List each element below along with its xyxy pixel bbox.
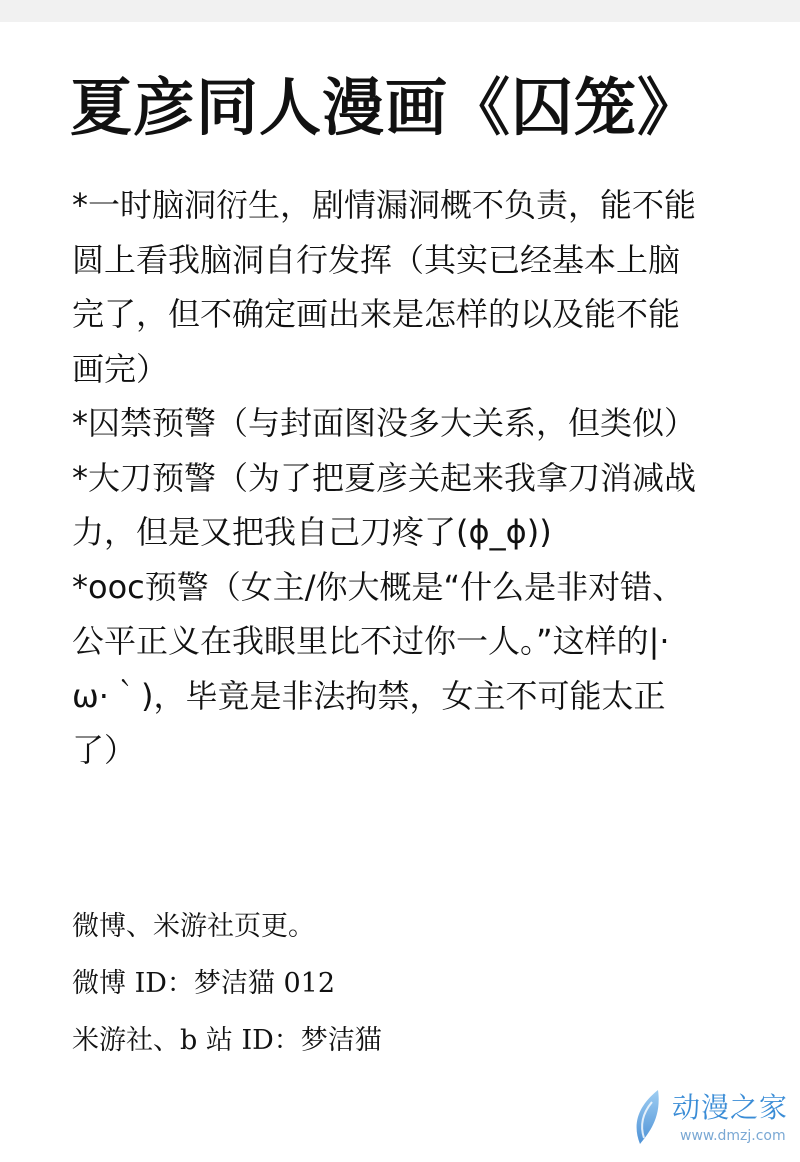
note-line: *大刀预警（为了把夏彦关起来我拿刀消减战 — [72, 458, 697, 497]
watermark — [628, 1084, 788, 1154]
weibo-id: 微博 ID：梦洁猫 012 — [72, 968, 336, 999]
watermark-url: www.dmzj.com — [680, 1128, 786, 1144]
note-line: 完了，但不确定画出来是怎样的以及能不能 — [72, 295, 681, 333]
notes-list — [72, 178, 752, 778]
note-line: 了） — [72, 731, 137, 769]
note-line: *ooc预警（女主/你大概是“什么是非对错、 — [72, 567, 685, 606]
note-line: ω·｀)，毕竟是非法拘禁，女主不可能太正 — [72, 676, 666, 715]
note-line: 公平正义在我眼里比不过你一人。”这样的|· — [72, 622, 670, 660]
note-line: 画完） — [72, 349, 169, 388]
note-line: 圆上看我脑洞自行发挥（其实已经基本上脑 — [72, 240, 681, 279]
note-line: *一时脑洞衍生，剧情漏洞概不负责，能不能 — [72, 186, 697, 224]
note-line: *囚禁预警（与封面图没多大关系，但类似） — [72, 404, 697, 442]
page-title: 夏彦同人漫画《囚笼》 — [70, 71, 701, 144]
mihoyo-bilibili-id: 米游社、b 站 ID：梦洁猫 — [72, 1025, 382, 1056]
info-list — [72, 898, 382, 1069]
update-info: 微博、米游社页更。 — [72, 911, 315, 942]
note-line: 力，但是又把我自己刀疼了(ɸ_ɸ)) — [72, 513, 552, 551]
leaf-drop-icon — [628, 1088, 668, 1148]
top-strip — [0, 0, 800, 22]
watermark-name: 动漫之家 — [672, 1091, 789, 1124]
